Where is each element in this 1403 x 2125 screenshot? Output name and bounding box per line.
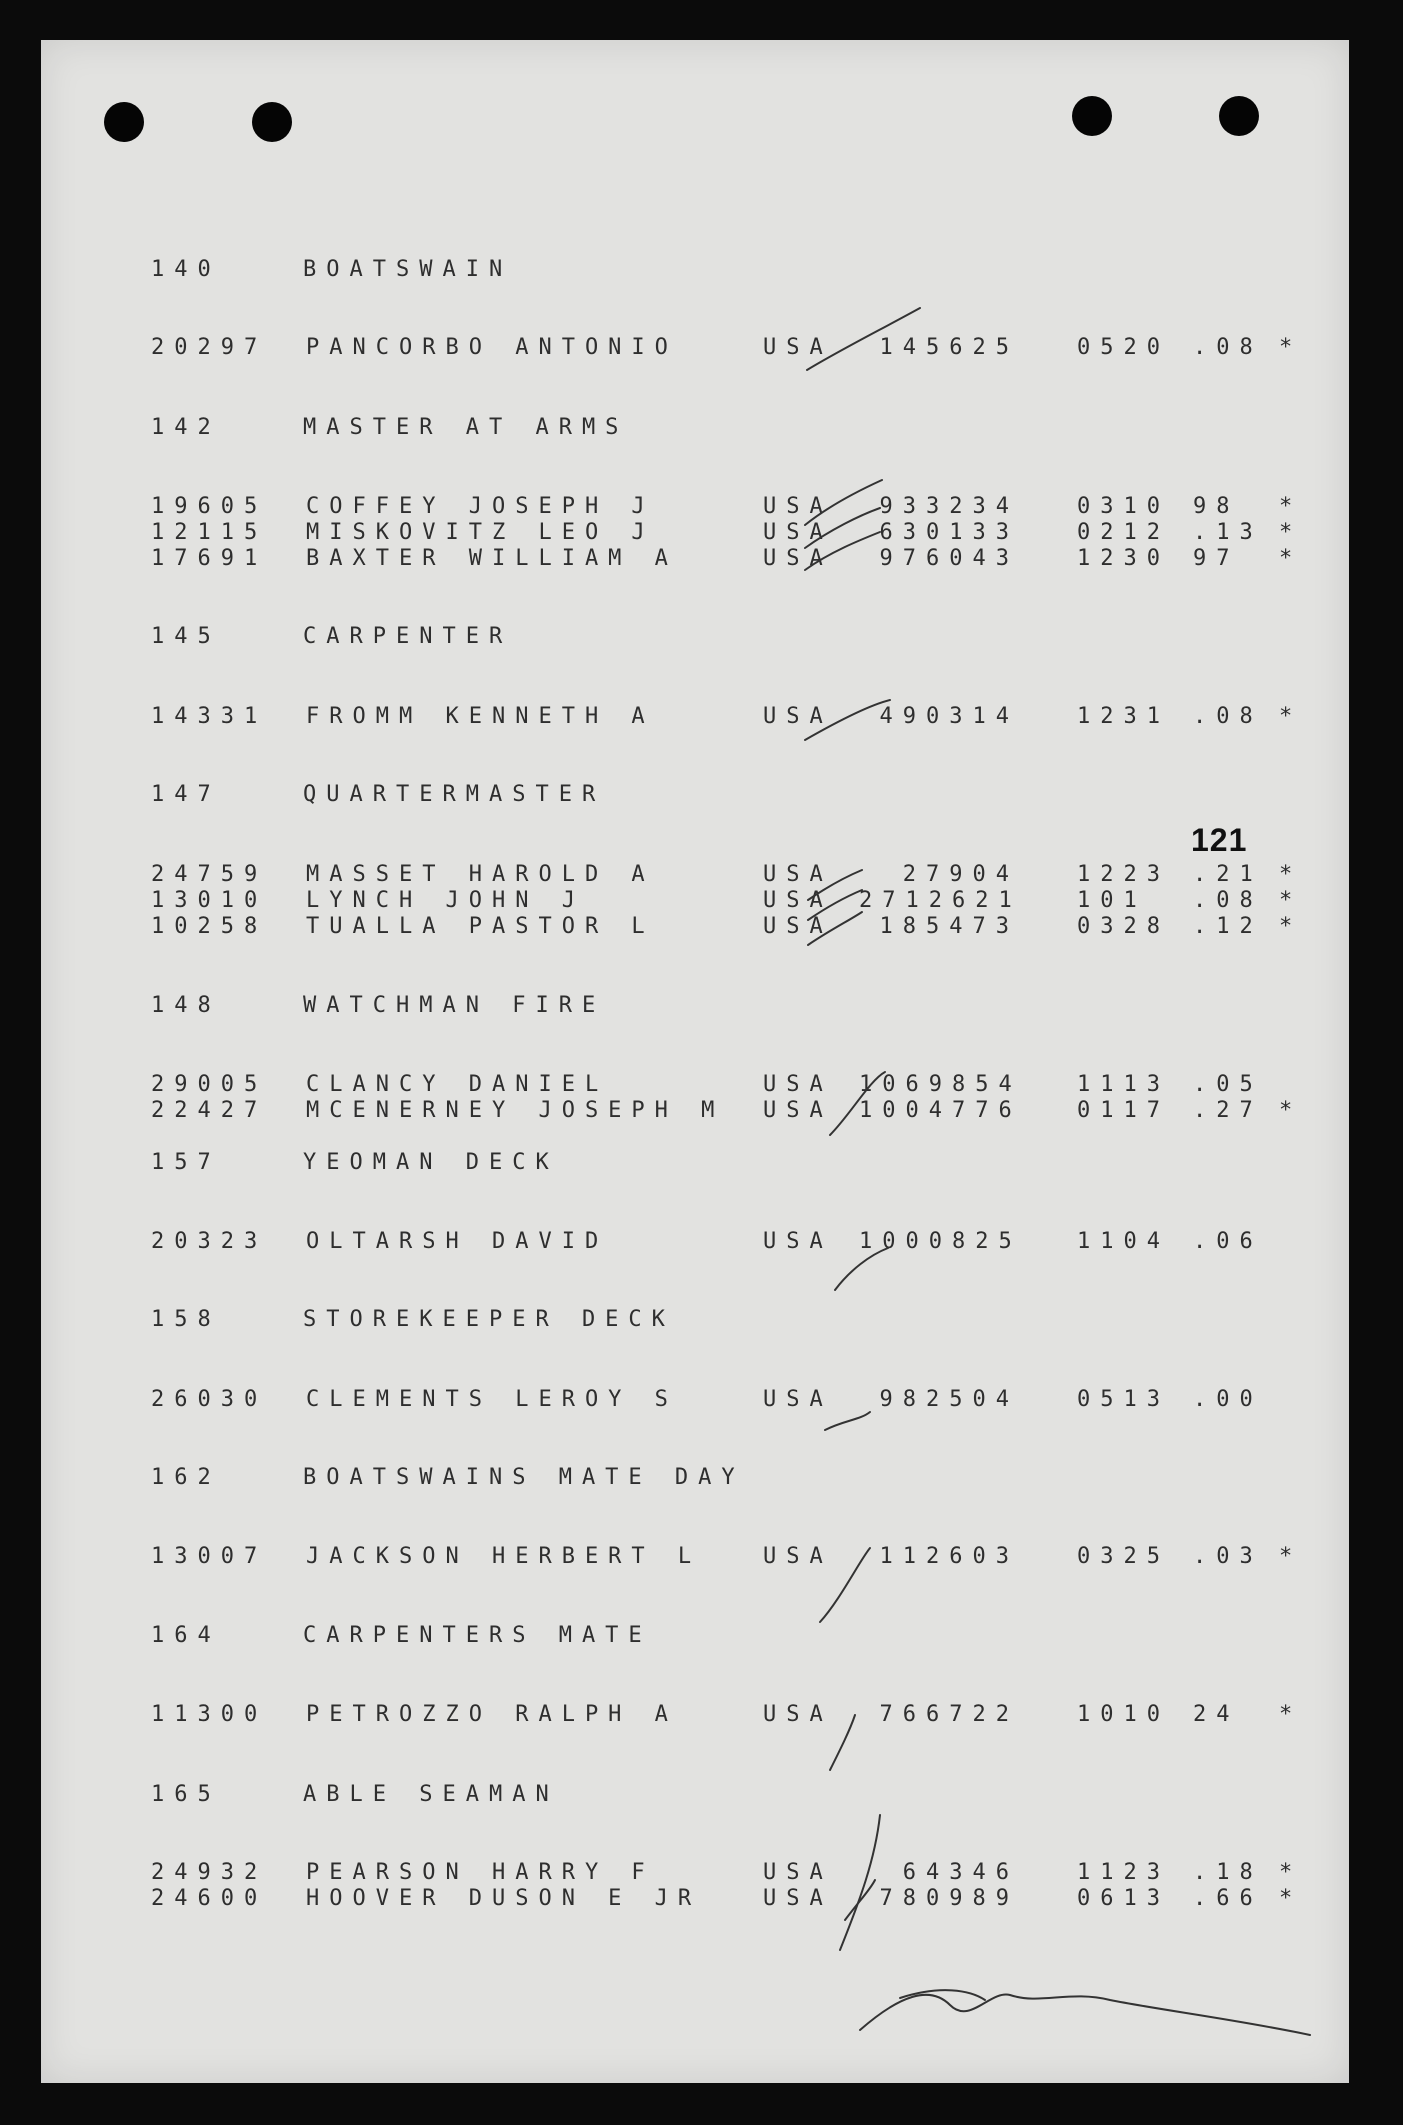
entry-date: 101 bbox=[1077, 888, 1147, 913]
entry-citizenship: USA bbox=[763, 1387, 833, 1412]
entry-citizenship: USA bbox=[763, 1544, 833, 1569]
section-title: BOATSWAIN bbox=[303, 257, 513, 282]
entry-id: 24600 bbox=[151, 1886, 268, 1911]
entry-flag: * bbox=[1279, 1098, 1303, 1123]
entry-citizenship: USA bbox=[763, 1229, 833, 1254]
roster-entry bbox=[41, 704, 1349, 730]
entry-name: HOOVER DUSON E JR bbox=[306, 1886, 702, 1911]
entry-flag: * bbox=[1279, 1702, 1303, 1727]
roster-entry bbox=[41, 494, 1349, 520]
section-title: CARPENTER bbox=[303, 624, 513, 649]
roster-entry bbox=[41, 914, 1349, 940]
entry-flag: * bbox=[1279, 862, 1303, 887]
entry-name: OLTARSH DAVID bbox=[306, 1229, 609, 1254]
section-header bbox=[41, 1150, 1349, 1176]
entry-name: CLANCY DANIEL bbox=[306, 1072, 609, 1097]
roster-entry bbox=[41, 520, 1349, 546]
entry-date: 0513 bbox=[1077, 1387, 1170, 1412]
section-header bbox=[41, 782, 1349, 808]
entry-id: 24932 bbox=[151, 1860, 268, 1885]
entry-date: 0325 bbox=[1077, 1544, 1170, 1569]
entry-name: PETROZZO RALPH A bbox=[306, 1702, 678, 1727]
entry-id: 20297 bbox=[151, 335, 268, 360]
entry-number: 982504 bbox=[879, 1387, 1019, 1412]
roster-entry bbox=[41, 1702, 1349, 1728]
entry-number: 780989 bbox=[879, 1886, 1019, 1911]
section-code: 142 bbox=[151, 415, 221, 440]
section-header bbox=[41, 415, 1349, 441]
entry-citizenship: USA bbox=[763, 546, 833, 571]
entry-name: LYNCH JOHN J bbox=[306, 888, 585, 913]
section-code: 165 bbox=[151, 1782, 221, 1807]
entry-date: 1123 bbox=[1077, 1860, 1170, 1885]
entry-citizenship: USA bbox=[763, 1072, 833, 1097]
entry-id: 19605 bbox=[151, 494, 268, 519]
entry-citizenship: USA bbox=[763, 335, 833, 360]
entry-name: FROMM KENNETH A bbox=[306, 704, 655, 729]
section-title: WATCHMAN FIRE bbox=[303, 993, 606, 1018]
entry-name: PEARSON HARRY F bbox=[306, 1860, 655, 1885]
entry-number: 1069854 bbox=[859, 1072, 1022, 1097]
roster-entry bbox=[41, 1860, 1349, 1886]
section-header bbox=[41, 1623, 1349, 1649]
entry-number: 145625 bbox=[879, 335, 1019, 360]
entry-id: 13010 bbox=[151, 888, 268, 913]
entry-rate: .21 bbox=[1193, 862, 1263, 887]
entry-citizenship: USA bbox=[763, 704, 833, 729]
section-code: 147 bbox=[151, 782, 221, 807]
entry-number: 1004776 bbox=[859, 1098, 1022, 1123]
entry-citizenship: USA bbox=[763, 1098, 833, 1123]
section-header bbox=[41, 993, 1349, 1019]
entry-rate: 24 bbox=[1193, 1702, 1240, 1727]
entry-number: 490314 bbox=[879, 704, 1019, 729]
roster-list bbox=[41, 40, 1349, 2083]
entry-date: 1231 bbox=[1077, 704, 1170, 729]
entry-id: 24759 bbox=[151, 862, 268, 887]
entry-rate: 98 bbox=[1193, 494, 1240, 519]
section-header bbox=[41, 1307, 1349, 1333]
entry-date: 0520 bbox=[1077, 335, 1170, 360]
entry-number: 933234 bbox=[879, 494, 1019, 519]
entry-name: TUALLA PASTOR L bbox=[306, 914, 655, 939]
entry-citizenship: USA bbox=[763, 862, 833, 887]
entry-name: MISKOVITZ LEO J bbox=[306, 520, 655, 545]
entry-id: 22427 bbox=[151, 1098, 268, 1123]
entry-citizenship: USA bbox=[763, 888, 833, 913]
entry-flag: * bbox=[1279, 1860, 1303, 1885]
entry-number: 2712621 bbox=[859, 888, 1022, 913]
section-code: 164 bbox=[151, 1623, 221, 1648]
entry-date: 1230 bbox=[1077, 546, 1170, 571]
entry-rate: .05 bbox=[1193, 1072, 1263, 1097]
entry-citizenship: USA bbox=[763, 914, 833, 939]
entry-date: 1010 bbox=[1077, 1702, 1170, 1727]
entry-id: 26030 bbox=[151, 1387, 268, 1412]
section-title: QUARTERMASTER bbox=[303, 782, 606, 807]
section-title: BOATSWAINS MATE DAY bbox=[303, 1465, 745, 1490]
section-code: 158 bbox=[151, 1307, 221, 1332]
entry-id: 17691 bbox=[151, 546, 268, 571]
document-page bbox=[41, 40, 1349, 2083]
section-title: ABLE SEAMAN bbox=[303, 1782, 559, 1807]
entry-number: 976043 bbox=[879, 546, 1019, 571]
entry-flag: * bbox=[1279, 546, 1303, 571]
entry-id: 29005 bbox=[151, 1072, 268, 1097]
entry-id: 20323 bbox=[151, 1229, 268, 1254]
section-header bbox=[41, 1465, 1349, 1491]
entry-date: 0117 bbox=[1077, 1098, 1170, 1123]
entry-flag: * bbox=[1279, 888, 1303, 913]
entry-number: 185473 bbox=[879, 914, 1019, 939]
roster-entry bbox=[41, 1387, 1349, 1413]
entry-rate: .06 bbox=[1193, 1229, 1263, 1254]
entry-flag: * bbox=[1279, 335, 1303, 360]
section-title: STOREKEEPER DECK bbox=[303, 1307, 675, 1332]
entry-rate: .08 bbox=[1193, 704, 1263, 729]
entry-name: PANCORBO ANTONIO bbox=[306, 335, 678, 360]
entry-name: BAXTER WILLIAM A bbox=[306, 546, 678, 571]
entry-rate: .00 bbox=[1193, 1387, 1263, 1412]
section-code: 162 bbox=[151, 1465, 221, 1490]
entry-citizenship: USA bbox=[763, 494, 833, 519]
section-header bbox=[41, 257, 1349, 283]
entry-rate: 97 bbox=[1193, 546, 1240, 571]
entry-id: 10258 bbox=[151, 914, 268, 939]
entry-date: 1104 bbox=[1077, 1229, 1170, 1254]
entry-citizenship: USA bbox=[763, 1860, 833, 1885]
entry-rate: .18 bbox=[1193, 1860, 1263, 1885]
entry-id: 12115 bbox=[151, 520, 268, 545]
entry-flag: * bbox=[1279, 1886, 1303, 1911]
roster-entry bbox=[41, 1886, 1349, 1912]
section-code: 157 bbox=[151, 1150, 221, 1175]
entry-citizenship: USA bbox=[763, 1886, 833, 1911]
entry-rate: .66 bbox=[1193, 1886, 1263, 1911]
entry-rate: .27 bbox=[1193, 1098, 1263, 1123]
entry-date: 0613 bbox=[1077, 1886, 1170, 1911]
entry-id: 11300 bbox=[151, 1702, 268, 1727]
entry-date: 0212 bbox=[1077, 520, 1170, 545]
section-code: 145 bbox=[151, 624, 221, 649]
roster-entry bbox=[41, 1098, 1349, 1124]
entry-number: 112603 bbox=[879, 1544, 1019, 1569]
entry-rate: .08 bbox=[1193, 335, 1263, 360]
entry-name: MCENERNEY JOSEPH M bbox=[306, 1098, 725, 1123]
entry-number: 64346 bbox=[902, 1860, 1019, 1885]
roster-entry bbox=[41, 335, 1349, 361]
entry-name: JACKSON HERBERT L bbox=[306, 1544, 702, 1569]
entry-flag: * bbox=[1279, 914, 1303, 939]
roster-entry bbox=[41, 1229, 1349, 1255]
entry-rate: .13 bbox=[1193, 520, 1263, 545]
entry-name: COFFEY JOSEPH J bbox=[306, 494, 655, 519]
entry-number: 766722 bbox=[879, 1702, 1019, 1727]
roster-entry bbox=[41, 888, 1349, 914]
entry-rate: .03 bbox=[1193, 1544, 1263, 1569]
roster-entry bbox=[41, 1072, 1349, 1098]
roster-entry bbox=[41, 862, 1349, 888]
section-header bbox=[41, 1782, 1349, 1808]
section-title: CARPENTERS MATE bbox=[303, 1623, 652, 1648]
section-code: 140 bbox=[151, 257, 221, 282]
entry-citizenship: USA bbox=[763, 520, 833, 545]
entry-date: 1113 bbox=[1077, 1072, 1170, 1097]
entry-date: 0310 bbox=[1077, 494, 1170, 519]
roster-entry bbox=[41, 1544, 1349, 1570]
entry-flag: * bbox=[1279, 1544, 1303, 1569]
entry-name: CLEMENTS LEROY S bbox=[306, 1387, 678, 1412]
entry-flag: * bbox=[1279, 494, 1303, 519]
section-header bbox=[41, 624, 1349, 650]
entry-flag: * bbox=[1279, 520, 1303, 545]
entry-citizenship: USA bbox=[763, 1702, 833, 1727]
entry-number: 27904 bbox=[902, 862, 1019, 887]
entry-id: 13007 bbox=[151, 1544, 268, 1569]
entry-number: 1000825 bbox=[859, 1229, 1022, 1254]
page-number-stamp: 121 bbox=[1191, 822, 1248, 858]
entry-number: 630133 bbox=[879, 520, 1019, 545]
entry-date: 0328 bbox=[1077, 914, 1170, 939]
entry-flag: * bbox=[1279, 704, 1303, 729]
roster-entry bbox=[41, 546, 1349, 572]
entry-date: 1223 bbox=[1077, 862, 1170, 887]
section-title: YEOMAN DECK bbox=[303, 1150, 559, 1175]
section-title: MASTER AT ARMS bbox=[303, 415, 629, 440]
entry-rate: .12 bbox=[1193, 914, 1263, 939]
entry-rate: .08 bbox=[1193, 888, 1263, 913]
entry-name: MASSET HAROLD A bbox=[306, 862, 655, 887]
section-code: 148 bbox=[151, 993, 221, 1018]
entry-id: 14331 bbox=[151, 704, 268, 729]
